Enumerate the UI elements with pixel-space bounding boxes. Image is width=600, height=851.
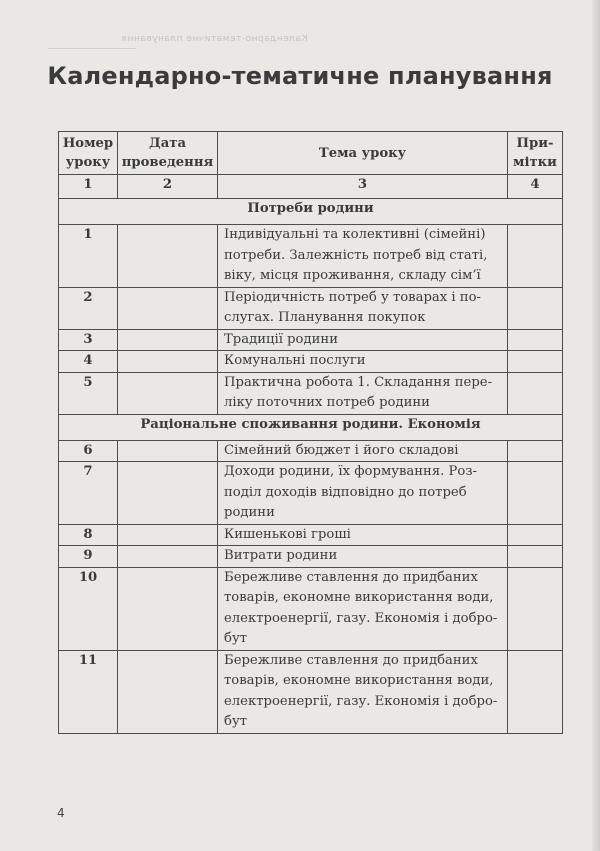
lesson-date xyxy=(118,440,218,462)
lesson-notes xyxy=(508,329,563,351)
section-title: Потреби родини xyxy=(59,199,563,225)
lesson-date xyxy=(118,329,218,351)
lesson-topic xyxy=(218,567,508,650)
lesson-topic-line: електроенергії, газу. Економія і добро- xyxy=(224,610,498,626)
header-text: проведення xyxy=(121,155,214,170)
table-row xyxy=(59,546,563,568)
lesson-notes xyxy=(508,225,563,288)
lesson-topic-line: Бережливе ставлення до придбаних xyxy=(224,652,478,668)
lesson-topic-line: Витрати родини xyxy=(224,548,338,563)
lesson-number: 10 xyxy=(59,567,118,650)
lesson-topic xyxy=(218,287,508,329)
lesson-topic-line: Комунальні послуги xyxy=(224,353,366,368)
column-number: 1 xyxy=(59,175,118,199)
lesson-topic xyxy=(218,546,508,568)
lesson-topic-line: потреби. Залежність потреб від статі, xyxy=(224,247,488,263)
header-lesson-number xyxy=(59,132,118,175)
lesson-notes xyxy=(508,462,563,525)
header-date xyxy=(118,132,218,175)
header-text: При- xyxy=(516,136,554,151)
lesson-date xyxy=(118,524,218,546)
lesson-topic-line: бут xyxy=(224,714,247,729)
page-edge-shadow xyxy=(592,0,600,851)
header-text: мітки xyxy=(513,155,557,170)
header-text: Дата xyxy=(149,136,186,151)
column-number-row xyxy=(59,175,563,199)
lesson-topic xyxy=(218,225,508,288)
lesson-topic-line: Індивідуальні та колективні (сімейні) xyxy=(224,227,486,242)
lesson-date xyxy=(118,372,218,414)
lesson-topic xyxy=(218,524,508,546)
lesson-topic xyxy=(218,462,508,525)
lesson-number: 7 xyxy=(59,462,118,525)
lesson-topic-line: Періодичність потреб у товарах і по- xyxy=(224,289,481,305)
lesson-topic-line: Традиції родини xyxy=(224,331,338,347)
lesson-date xyxy=(118,351,218,373)
lesson-notes xyxy=(508,567,563,650)
header-text: уроку xyxy=(65,155,111,170)
header-notes xyxy=(508,132,563,175)
table-row xyxy=(59,650,563,733)
lesson-topic-line: поділ доходів відповідно до потреб xyxy=(224,484,467,500)
lesson-topic-line: бут xyxy=(224,631,247,646)
table-row xyxy=(59,567,563,650)
lesson-number: 1 xyxy=(59,225,118,288)
lesson-number: 11 xyxy=(59,650,118,733)
section-row xyxy=(59,199,563,225)
lesson-topic-line: Доходи родини, їх формування. Роз- xyxy=(224,464,477,479)
lesson-topic-line: віку, місця проживання, складу сім’ї xyxy=(224,268,481,283)
lesson-topic-line: Сімейний бюджет і його складові xyxy=(224,442,459,458)
running-header: Календарно-тематичне планування xyxy=(121,34,308,44)
lesson-date xyxy=(118,287,218,329)
lesson-notes xyxy=(508,372,563,414)
table-row xyxy=(59,351,563,373)
lesson-topic xyxy=(218,650,508,733)
lesson-topic-line: родини xyxy=(224,505,275,520)
lesson-topic xyxy=(218,440,508,462)
section-row xyxy=(59,414,563,440)
lesson-date xyxy=(118,546,218,568)
lesson-topic xyxy=(218,351,508,373)
lesson-number: 8 xyxy=(59,524,118,546)
lesson-notes xyxy=(508,546,563,568)
header-row xyxy=(59,132,563,175)
running-header-rule xyxy=(48,48,136,49)
section-title: Раціональне споживання родини. Економія xyxy=(59,414,563,440)
lesson-topic-line: електроенергії, газу. Економія і добро- xyxy=(224,693,498,709)
lesson-number: 9 xyxy=(59,546,118,568)
table-row xyxy=(59,440,563,462)
column-number: 3 xyxy=(218,175,508,199)
table-body xyxy=(59,199,563,734)
lesson-notes xyxy=(508,524,563,546)
lesson-notes xyxy=(508,440,563,462)
lesson-number: 2 xyxy=(59,287,118,329)
lesson-date xyxy=(118,650,218,733)
lesson-notes xyxy=(508,650,563,733)
lesson-topic-line: Практична робота 1. Складання пере- xyxy=(224,374,493,390)
lesson-topic xyxy=(218,372,508,414)
lesson-topic xyxy=(218,329,508,351)
lesson-notes xyxy=(508,351,563,373)
table-row xyxy=(59,225,563,288)
lesson-number: 6 xyxy=(59,440,118,462)
header-text: Номер xyxy=(62,136,114,151)
page-number: 4 xyxy=(57,806,65,820)
column-number: 4 xyxy=(508,175,563,199)
lesson-topic-line: товарів, економне використання води, xyxy=(224,673,494,688)
lesson-plan-table xyxy=(58,131,563,734)
column-number: 2 xyxy=(118,175,218,199)
table-row xyxy=(59,329,563,351)
table-row xyxy=(59,524,563,546)
lesson-number: 3 xyxy=(59,329,118,351)
lesson-topic-line: Кишенькові гроші xyxy=(224,526,351,542)
lesson-date xyxy=(118,567,218,650)
page-title: Календарно-тематичне планування xyxy=(47,62,553,90)
table-row xyxy=(59,287,563,329)
table-row xyxy=(59,372,563,414)
lesson-number: 5 xyxy=(59,372,118,414)
lesson-notes xyxy=(508,287,563,329)
table-row xyxy=(59,462,563,525)
lesson-date xyxy=(118,225,218,288)
lesson-date xyxy=(118,462,218,525)
lesson-topic-line: слугах. Планування покупок xyxy=(224,310,426,325)
lesson-number: 4 xyxy=(59,351,118,373)
lesson-topic-line: ліку поточних потреб родини xyxy=(224,395,430,410)
header-text: Тема уроку xyxy=(318,145,407,161)
header-topic xyxy=(218,132,508,175)
lesson-topic-line: товарів, економне використання води, xyxy=(224,590,494,605)
lesson-topic-line: Бережливе ставлення до придбаних xyxy=(224,569,478,585)
